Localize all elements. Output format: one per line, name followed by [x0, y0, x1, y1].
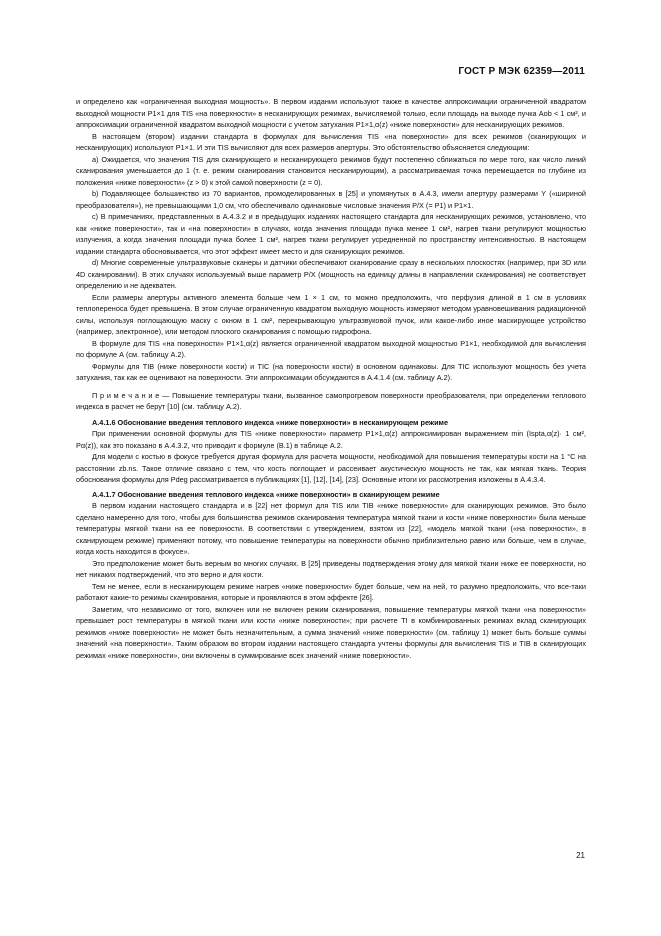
paragraph: Для модели с костью в фокусе требуется другая формула для расчета мощности, необходимой для повышения температуры кости на 1 °С на расстоянии zb.ns. Такое отличие связано с тем, что кость поглощает и рассеивает акустическую мощность не так, как мягкая ткань. Теория обоснования формулы для Pdeg рассматривается в публикациях [1], [12], [14], [23]. Основные итоги их рассмотрения изложены в А.4.3.4.	[76, 452, 586, 484]
section-heading: А.4.1.7 Обоснование введения теплового индекса «ниже поверхности» в сканирующем режиме	[92, 489, 440, 499]
page-number: 21	[576, 851, 585, 860]
paragraph: При применении основной формулы для TIS «ниже поверхности» параметр P1×1,α(z) аппроксимирован выражением min (Ispta,α(z)· 1 см², Pα(z)), как это показано в А.4.3.2, что приводит к формуле (В.1) в таблице А.2.	[76, 429, 586, 450]
section-heading: А.4.1.6 Обоснование введения теплового индекса «ниже поверхности» в несканирующем режиме	[92, 417, 449, 427]
paragraph: Тем не менее, если в несканирующем режиме нагрев «ниже поверхности» будет больше, чем на ней, то разумно предположить, что все-таки работают какие-то режимы сканирования, которые и проявляются в этом эффекте [26].	[76, 581, 586, 602]
list-item-b: b) Подавляющее большинство из 70 вариантов, промоделированных в [25] и упомянутых в А.4.3, имели апертуру размерами Y («шириной преобразователя»), не превышающими 1,0 см, что обеспечивало одинаковые числовые значения P/X (= P1) и P1×1.	[76, 189, 586, 210]
list-item-c: c) В примечаниях, представленных в А.4.3.2 и в предыдущих изданиях настоящего стандарта для несканирующих режимов, установлено, что как «ниже поверхности», так и «на поверхности» в случаях, когда значения площади пучка менее 1 см², нагрев ткани регулируют мощностью излучения, а когда значения площади пучка более 1 см², нагрев ткани регулирует усредненной по пространству интенсивностью. В настоящем издании стандарта обосновывается, что этот эффект имеет место и для сканирующих режимов.	[76, 212, 586, 256]
paragraph: В формуле для TIS «на поверхности» P1×1,α(z) является ограниченной квадратом выходной мощностью P1×1, необходимой для вычисления по формуле А (см. таблицу А.2).	[76, 338, 586, 359]
list-item-a: a) Ожидается, что значения TIS для сканирующего и несканирующего режимов будут постепенно сближаться по мере того, как число линий сканирования уменьшается до 1 (т. е. режим сканирования становится несканирующим), а рассматриваемая точка перемещается по глубине из положения «ниже поверхности» (z > 0) к этой самой поверхности (z = 0).	[76, 154, 586, 187]
document-body	[76, 96, 586, 661]
paragraph: Формулы для TIB (ниже поверхности кости) и TIC (на поверхности кости) в основном одинаковы. Для TIC используют мощность без учета затухания, так как ее оценивают на поверхности. Эти аппроксимации обсуждаются в А.4.1.4 (см. таблицу А.2).	[76, 361, 586, 382]
paragraph: Если размеры апертуры активного элемента больше чем 1 × 1 см, то можно предположить, что перфузия длиной в 1 см в условиях теплопереноса будет превышена. В этом случае ограниченную квадратом выходную мощность измеряют методом уравновешивания радиационной силы, используя поглощающую маску с окном в 1 см², перекрывающую ультразвуковой пучок, или какое-либо иное маскирующее устройство (например, электронное), или методом плоского сканирования с помощью гидрофона.	[76, 292, 586, 336]
note: П р и м е ч а н и е — Повышение температуры ткани, вызванное самопрогревом поверхности преобразователя, при определении теплового индекса в расчет не берут [10] (см. таблицу А.2).	[76, 390, 586, 411]
list-item-d: d) Многие современные ультразвуковые сканеры и датчики обеспечивают сканирование сразу в нескольких плоскостях (например, при 3D или 4D сканировании). В этих случаях используемый выше параметр P/X (мощность на единицу длины в направлении сканирования) не соответствует определению и не адекватен.	[76, 258, 586, 290]
paragraph: и определено как «ограниченная выходная мощность». В первом издании используют также в качестве аппроксимации ограниченной квадратом выходной мощности P1×1 для TIS «на поверхности» в несканирующих режимах, вычисляемой только, если площадь на выходе пучка Aob < 1 см², и аппроксимации ограниченной квадратом выходной мощности с учетом затухания P1×1,α(z) «ниже поверхности» для несканирующих режимов.	[76, 97, 586, 129]
document-header: ГОСТ Р МЭК 62359—2011	[458, 66, 585, 77]
paragraph: В настоящем (втором) издании стандарта в формулах для вычисления TIS «на поверхности» для всех режимов (сканирующих и несканирующих) используют P1×1. И эти TIS вычисляют для всех размеров апертуры. Это обстоятельство объясняется следующим:	[76, 131, 586, 152]
paragraph: В первом издании настоящего стандарта и в [22] нет формул для TIS или TIB «ниже поверхности» для сканирующих режимов. Это было сделано намеренно для того, чтобы для большинства режимов сканирования температура мягкой ткани и кости «ниже поверхности» была меньше температуры мягкой ткани на ее поверхности. В соответствии с утверждением, взятом из [22], «модель мягкой ткани («на поверхности», в сканирующем режиме) применяют потому, что повышение температуры на поверхности обычно приблизительно равно или больше, чем в случае, когда кость находится в фокусе».	[76, 501, 586, 556]
paragraph: Заметим, что независимо от того, включен или не включен режим сканирования, повышение температуры мягкой ткани «на поверхности» превышает рост температуры в мягкой ткани или кости «ниже поверхности»; при расчете TI в комбинированных режимах вклад сканирующих режимов «ниже поверхности» не может быть незначительным, а сумма значений «ниже поверхности» (см. таблицу 1) может быть больше суммы значений «на поверхности». Таким образом во втором издании настоящего стандарта учтены формулы для вычисления TIS и TIB в сканирующих режимах «ниже поверхности», они включены в суммирование всех значений «ниже поверхности».	[76, 604, 586, 660]
paragraph: Это предположение может быть верным во многих случаях. В [25] приведены подтверждения этому для мягкой ткани ниже ее поверхности, но нет никаких подтверждений, что это верно и для кости.	[76, 558, 586, 579]
